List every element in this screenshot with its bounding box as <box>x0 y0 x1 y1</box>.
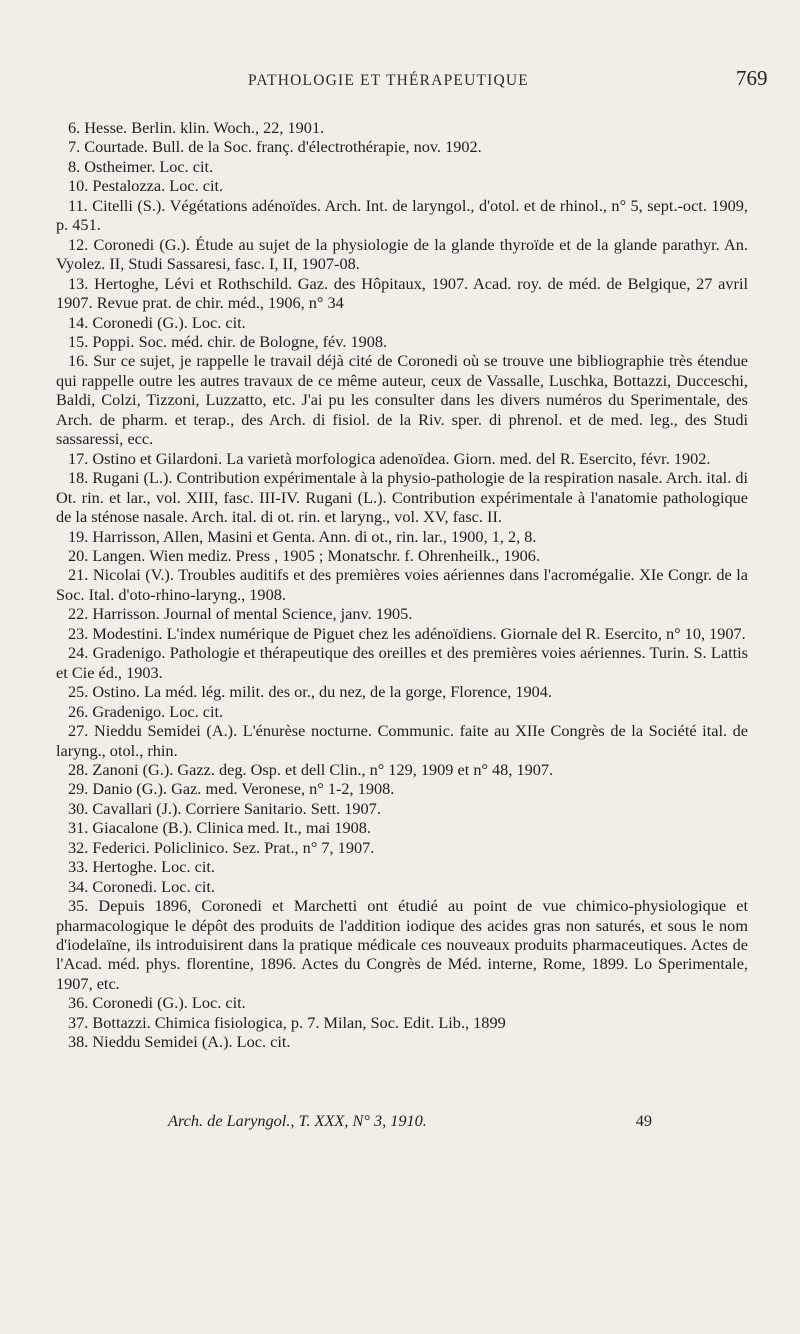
footnote-25: 25. Ostino. La méd. lég. milit. des or., du nez, de la gorge, Florence, 1904. <box>68 682 552 702</box>
footnote-23: 23. Modestini. L'index numérique de Piguet chez les adénoïdiens. Giornale del R. Esercito, n° 10, 1907. <box>68 623 746 643</box>
footnote-36: 36. Coronedi (G.). Loc. cit. <box>68 993 246 1013</box>
running-title: PATHOLOGIE ET THÉRAPEUTIQUE <box>248 72 529 89</box>
footnote-16: 16. Sur ce sujet, je rappelle le travail déjà cité de Coronedi où se trouve une bibliographie très étendue qui rappelle outre les autres travaux de ce même auteur, ceux de Vassalle, Luschka, Bottazzi, Ducceschi, Baldi, Colzi, Tizzoni, Luzzatto, etc. J'ai pu les consulter dans les divers numéros du Sperimentale, des Arch. de pharm. et terap., des Arch. di fisiol. de la Riv. sper. di phrenol. et de med. leg., des Studi sassaressi, ecc. <box>56 351 748 449</box>
page-footer <box>168 1111 652 1131</box>
footnote-27: 27. Nieddu Semidei (A.). L'énurèse nocturne. Communic. faite au XIIe Congrès de la Société ital. de laryng., otol., rhin. <box>56 721 748 760</box>
footnote-19: 19. Harrisson, Allen, Masini et Genta. Ann. di ot., rin. lar., 1900, 1, 2, 8. <box>68 526 537 546</box>
footnote-30: 30. Cavallari (J.). Corriere Sanitario. Sett. 1907. <box>68 798 381 818</box>
footnote-29: 29. Danio (G.). Gaz. med. Veronese, n° 1-2, 1908. <box>68 779 395 799</box>
footnote-8: 8. Ostheimer. Loc. cit. <box>68 156 214 176</box>
journal-reference: Arch. de Laryngol., T. XXX, N° 3, 1910. <box>168 1111 427 1130</box>
footnote-38: 38. Nieddu Semidei (A.). Loc. cit. <box>68 1032 291 1052</box>
footnote-33: 33. Hertoghe. Loc. cit. <box>68 857 215 877</box>
page-number: 769 <box>736 66 768 90</box>
footnote-6: 6. Hesse. Berlin. klin. Woch., 22, 1901. <box>68 118 325 137</box>
footnote-24: 24. Gradenigo. Pathologie et thérapeutique des oreilles et des premières voies aériennes. Turin. S. Lattis et Cie éd., 1903. <box>56 643 748 682</box>
printer-signature: 49 <box>635 1111 652 1130</box>
footnote-18: 18. Rugani (L.). Contribution expérimentale à la physio-pathologie de la respiration nasale. Arch. ital. di Ot. rin. et lar., vol. XIII, fasc. III-IV. Rugani (L.). Contribution expérimentale à l'anatomie pathologique de la sténose nasale. Arch. ital. di ot. rin. et laryng., vol. XV, fasc. II. <box>56 468 749 527</box>
footnote-10: 10. Pestalozza. Loc. cit. <box>68 176 224 196</box>
footnote-34: 34. Coronedi. Loc. cit. <box>68 876 215 896</box>
footnote-15: 15. Poppi. Soc. méd. chir. de Bologne, fév. 1908. <box>68 331 388 351</box>
footnote-37: 37. Bottazzi. Chimica fisiologica, p. 7. Milan, Soc. Edit. Lib., 1899 <box>68 1012 506 1032</box>
footnote-26: 26. Gradenigo. Loc. cit. <box>68 701 224 721</box>
footnote-35: 35. Depuis 1896, Coronedi et Marchetti ont étudié au point de vue chimico-physiologique et pharmacologique le dépôt des produits de l'addition iodique des acides gras non saturés, et sous le nom d'iodelaïne, ils introduisirent dans la pratique médicale ces nouveaux produits pharmaceutiques. Actes de l'Acad. méd. phys. florentine, 1896. Actes du Congrès de Méd. interne, Rome, 1899. Lo Sperimentale, 1907, etc. <box>56 896 748 993</box>
footnote-7: 7. Courtade. Bull. de la Soc. franç. d'électrothérapie, nov. 1902. <box>68 137 482 157</box>
footnote-12: 12. Coronedi (G.). Étude au sujet de la physiologie de la glande thyroïde et de la glande parathyr. An. Vyolez. II, Studi Sassaresi, fasc. I, II, 1907-08. <box>56 234 748 274</box>
footnote-13: 13. Hertoghe, Lévi et Rothschild. Gaz. des Hôpitaux, 1907. Acad. roy. de méd. de Belgique, 27 avril 1907. Revue prat. de chir. méd., 1906, n° 34 <box>56 273 748 313</box>
footnote-17: 17. Ostino et Gilardoni. La varietà morfologica adenoïdea. Giorn. med. del R. Esercito, févr. 1902. <box>68 448 711 468</box>
footnote-28: 28. Zanoni (G.). Gazz. deg. Osp. et dell Clin., n° 129, 1909 et n° 48, 1907. <box>68 759 554 779</box>
footnote-11: 11. Citelli (S.). Végétations adénoïdes. Arch. Int. de laryngol., d'otol. et de rhinol., n° 5, sept.-oct. 1909, p. 451. <box>56 195 748 235</box>
footnotes-list <box>56 118 748 1052</box>
footnote-22: 22. Harrisson. Journal of mental Science, janv. 1905. <box>68 604 413 624</box>
footnote-32: 32. Federici. Policlinico. Sez. Prat., n° 7, 1907. <box>68 837 375 857</box>
footnote-20: 20. Langen. Wien mediz. Press , 1905 ; Monatschr. f. Ohrenheilk., 1906. <box>68 545 541 565</box>
footnote-21: 21. Nicolai (V.). Troubles auditifs et des premières voies aériennes dans l'acromégalie. XIe Congr. de la Soc. Ital. d'oto-rhino-laryng., 1908. <box>56 565 748 604</box>
footnote-14: 14. Coronedi (G.). Loc. cit. <box>68 312 246 332</box>
footnote-31: 31. Giacalone (B.). Clinica med. It., mai 1908. <box>68 818 371 838</box>
